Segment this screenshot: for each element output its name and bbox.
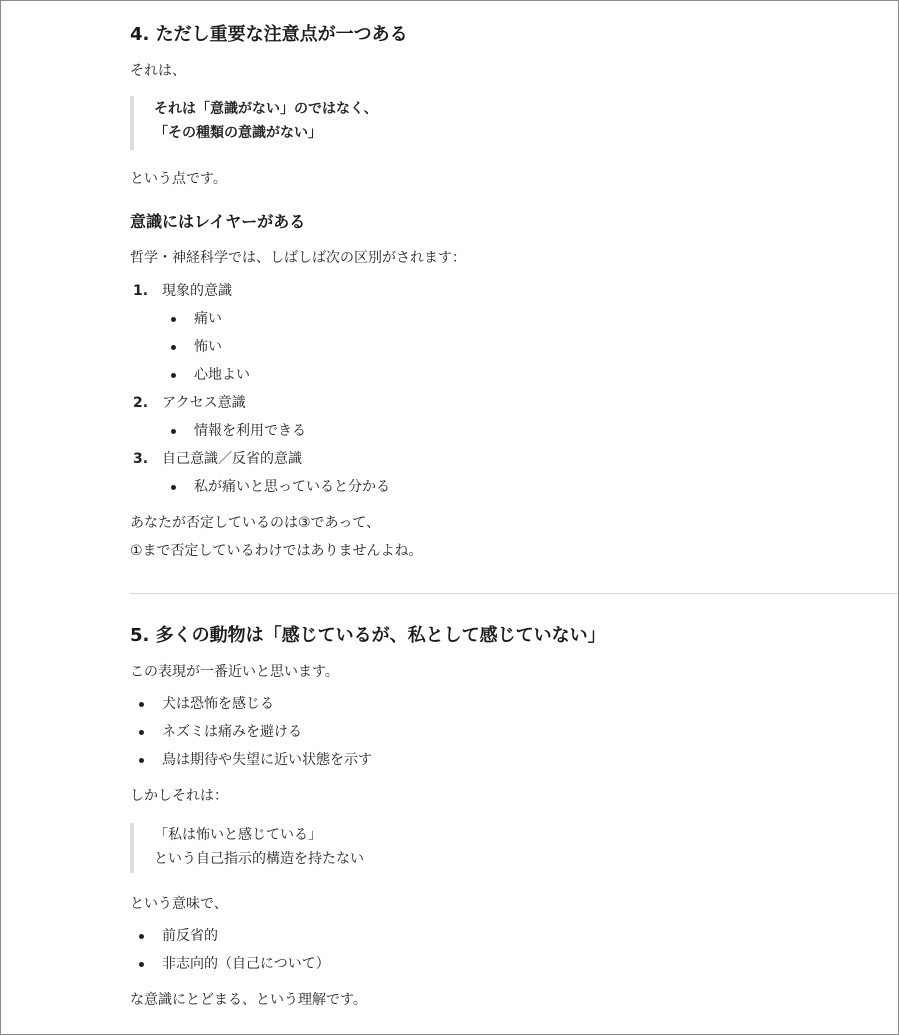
list-item-text: 私が痛いと思っていると分かる	[194, 479, 390, 495]
bullet-icon	[139, 934, 144, 939]
bullet-icon	[139, 702, 144, 707]
bullet-icon	[171, 373, 176, 378]
quote-line: 「私は怖いと感じている」	[154, 827, 322, 843]
bullet-icon	[171, 345, 176, 350]
bullet-icon	[171, 429, 176, 434]
list-number: 3.	[133, 451, 149, 467]
layers-lead: 哲学・神経科学では、しばしば次の区別がされます：	[130, 250, 466, 266]
section-4-after-quote: という点です。	[130, 171, 227, 187]
list-item-text: 怖い	[194, 339, 222, 355]
bullet-icon	[171, 317, 176, 322]
list-number: 1.	[133, 283, 149, 299]
list-item-label: 現象的意識	[162, 283, 232, 299]
list-item-text: 非志向的（自己について）	[162, 956, 330, 972]
closing-text: な意識にとどまる、という理解です。	[130, 992, 367, 1008]
section-5-intro: この表現が一番近いと思います。	[130, 664, 339, 680]
bullet-icon	[139, 730, 144, 735]
quote-line: という自己指示的構造を持たない	[154, 851, 364, 867]
list-item-label: 自己意識／反省的意識	[162, 451, 302, 467]
bullet-icon	[139, 758, 144, 763]
list-number: 2.	[133, 395, 149, 411]
list-item-text: ネズミは痛みを避ける	[162, 724, 302, 740]
blockquote	[130, 823, 364, 873]
list-item-text: 前反省的	[162, 928, 218, 944]
quote-line: それは「意識がない」のではなく、	[154, 101, 378, 117]
list-item-text: 犬は恐怖を感じる	[162, 696, 274, 712]
list-item-text: 心地よい	[194, 367, 250, 383]
list-item-text: 情報を利用できる	[194, 423, 306, 439]
section-5-heading: 5. 多くの動物は「感じているが、私として感じていない」	[130, 625, 606, 646]
conclusion-line: ①まで否定しているわけではありませんよね。	[130, 543, 423, 559]
bullet-icon	[171, 485, 176, 490]
section-4-heading: 4. ただし重要な注意点が一つある	[130, 24, 408, 45]
blockquote	[130, 96, 378, 150]
list-item-text: 鳥は期待や失望に近い状態を示す	[162, 752, 372, 768]
list-item-text: 痛い	[194, 311, 222, 327]
conclusion-line: あなたが否定しているのは③であって、	[130, 515, 381, 531]
however-text: しかしそれは：	[130, 788, 228, 804]
meaning-text: という意味で、	[130, 896, 228, 912]
list-item-label: アクセス意識	[162, 395, 246, 411]
quote-line: 「その種類の意識がない」	[154, 125, 322, 141]
section-divider	[130, 593, 898, 594]
bullet-icon	[139, 962, 144, 967]
layers-subheading: 意識にはレイヤーがある	[130, 212, 306, 231]
section-4-intro: それは、	[130, 63, 186, 79]
